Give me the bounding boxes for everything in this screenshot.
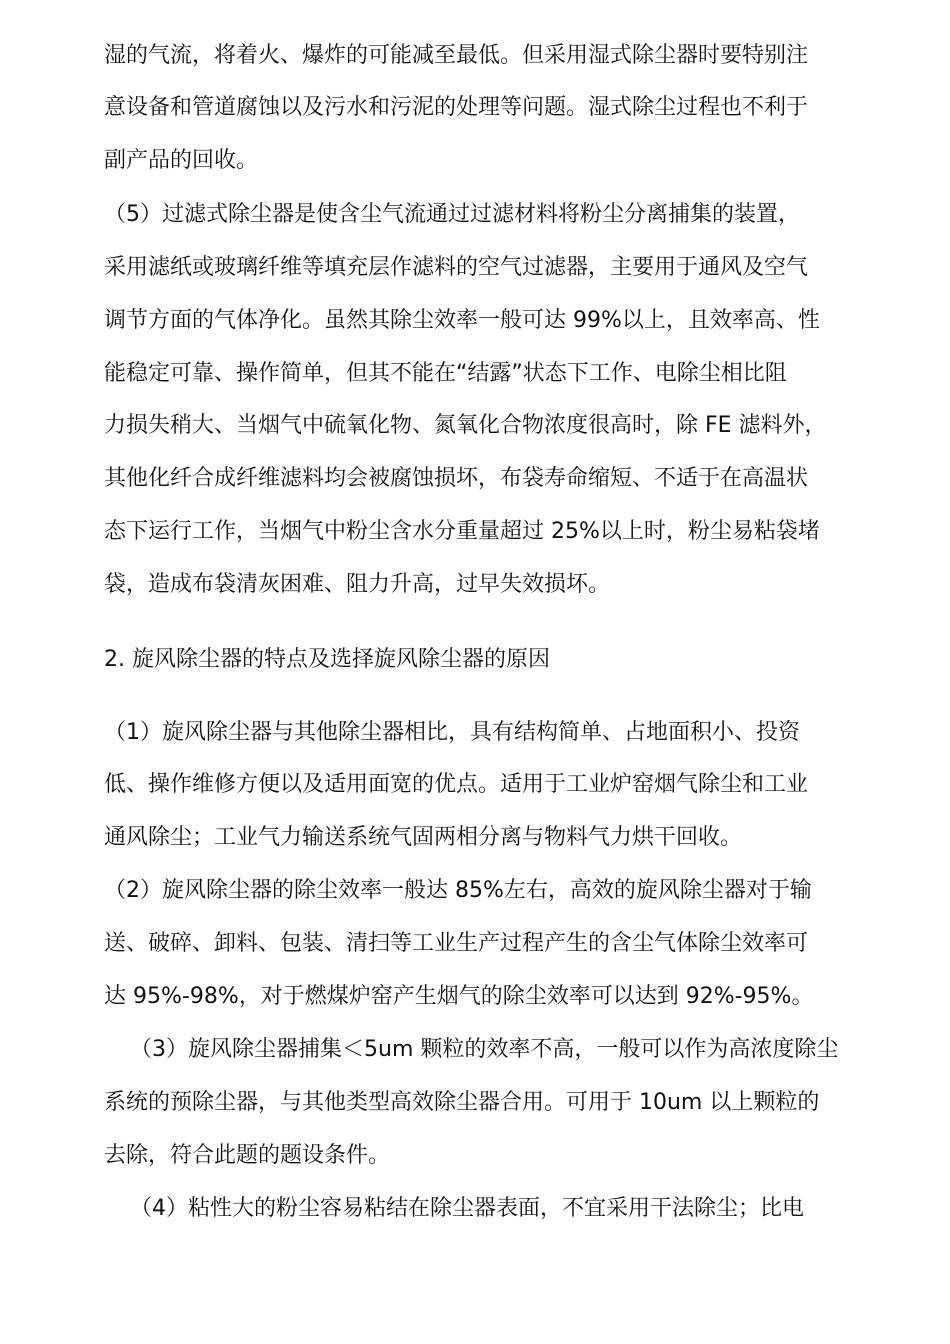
paragraph-5-line-6: 其他化纤合成纤维滤料均会被腐蚀损坏，布袋寿命缩短、不适于在高温状 <box>104 466 809 491</box>
paragraph-4-line-1: （4）粘性大的粉尘容易粘结在除尘器表面，不宜采用干法除尘；比电 <box>130 1196 804 1221</box>
paragraph-5-line-1: （5）过滤式除尘器是使含尘气流通过过滤材料将粉尘分离捕集的装置， <box>104 202 800 227</box>
paragraph-1-line-2: 低、操作维修方便以及适用面宽的优点。适用于工业炉窑烟气除尘和工业 <box>104 772 809 797</box>
paragraph-1-line-3: 通风除尘；工业气力输送系统气固两相分离与物料气力烘干回收。 <box>104 825 743 850</box>
paragraph-3-line-3: 去除，符合此题的题设条件。 <box>104 1143 391 1168</box>
paragraph-2-line-1: （2）旋风除尘器的除尘效率一般达 85%左右，高效的旋风除尘器对于输 <box>104 878 812 903</box>
text-line-2: 意设备和管道腐蚀以及污水和污泥的处理等问题。湿式除尘过程也不利于 <box>104 95 809 120</box>
paragraph-5-line-5: 力损失稍大、当烟气中硫氧化物、氮氧化合物浓度很高时，除 FE 滤料外， <box>104 413 827 438</box>
paragraph-1-line-1: （1）旋风除尘器与其他除尘器相比，具有结构简单、占地面积小、投资 <box>104 720 800 745</box>
paragraph-2-line-2: 送、破碎、卸料、包装、清扫等工业生产过程产生的含尘气体除尘效率可 <box>104 931 809 956</box>
paragraph-5-line-2: 采用滤纸或玻璃纤维等填充层作滤料的空气过滤器，主要用于通风及空气 <box>104 255 809 280</box>
paragraph-5-line-8: 袋，造成布袋清灰困难、阻力升高，过早失效损坏。 <box>104 572 611 597</box>
paragraph-3-line-1: （3）旋风除尘器捕集＜5um 颗粒的效率不高，一般可以作为高浓度除尘 <box>130 1037 839 1062</box>
text-line-1: 湿的气流，将着火、爆炸的可能减至最低。但采用湿式除尘器时要特别注 <box>104 43 809 68</box>
paragraph-5-line-4: 能稳定可靠、操作简单，但其不能在“结露”状态下工作、电除尘相比阻 <box>104 361 787 386</box>
paragraph-5-line-3: 调节方面的气体净化。虽然其除尘效率一般可达 99%以上，且效率高、性 <box>104 308 820 333</box>
paragraph-2-line-3: 达 95%-98%，对于燃煤炉窑产生烟气的除尘效率可以达到 92%-95%。 <box>104 984 814 1009</box>
section-heading: 2. 旋风除尘器的特点及选择旋风除尘器的原因 <box>104 647 550 672</box>
text-line-3: 副产品的回收。 <box>104 148 259 173</box>
paragraph-3-line-2: 系统的预除尘器，与其他类型高效除尘器合用。可用于 10um 以上颗粒的 <box>104 1090 820 1115</box>
paragraph-5-line-7: 态下运行工作，当烟气中粉尘含水分重量超过 25%以上时，粉尘易粘袋堵 <box>104 519 820 544</box>
